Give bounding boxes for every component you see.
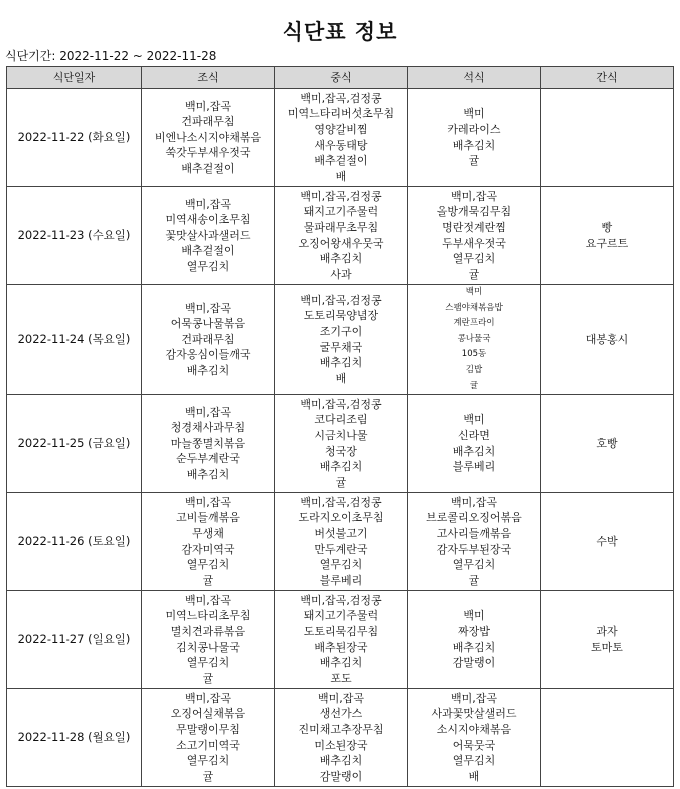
date-cell: 2022-11-24 (목요일) bbox=[7, 285, 142, 395]
header-date: 식단일자 bbox=[7, 67, 142, 89]
snack-cell bbox=[541, 689, 674, 787]
table-row bbox=[7, 187, 674, 285]
table-row bbox=[7, 395, 674, 493]
menu-item: 백미 bbox=[465, 287, 483, 297]
menu-item: 백미,잡곡 bbox=[184, 495, 231, 509]
lunch-cell bbox=[275, 89, 408, 187]
snack-cell bbox=[541, 285, 674, 395]
dinner-cell bbox=[408, 285, 541, 395]
snack-cell bbox=[541, 591, 674, 689]
breakfast-cell bbox=[142, 689, 275, 787]
menu-item: 백미,잡곡 bbox=[184, 197, 231, 211]
lunch-cell bbox=[275, 187, 408, 285]
menu-item: 돼지고기주물럭 bbox=[303, 609, 379, 623]
menu-item: 카레라이스 bbox=[447, 122, 501, 136]
menu-item: 귤 bbox=[335, 475, 347, 489]
menu-item: 짜장밥 bbox=[458, 625, 490, 639]
menu-item: 열무김치 bbox=[452, 558, 496, 572]
menu-item: 버섯불고기 bbox=[314, 527, 368, 541]
menu-item: 호빵 bbox=[596, 436, 618, 450]
menu-item: 백미,잡곡,검정콩 bbox=[300, 91, 382, 105]
menu-item: 백미 bbox=[463, 107, 485, 121]
menu-item: 소고기미역국 bbox=[176, 738, 240, 752]
meal-table-body bbox=[7, 89, 674, 787]
menu-item: 배추겉절이 bbox=[314, 154, 368, 168]
menu-item: 도라지오이초무침 bbox=[298, 511, 384, 525]
menu-item: 열무김치 bbox=[452, 754, 496, 768]
menu-item: 감말랭이 bbox=[452, 656, 496, 670]
table-row bbox=[7, 89, 674, 187]
menu-item: 배추김치 bbox=[186, 363, 230, 377]
menu-item: 배 bbox=[335, 371, 347, 385]
menu-item: 굴무채국 bbox=[319, 340, 363, 354]
menu-item: 백미,잡곡 bbox=[317, 691, 364, 705]
menu-item: 요구르트 bbox=[585, 236, 629, 250]
lunch-cell bbox=[275, 689, 408, 787]
date-cell: 2022-11-28 (월요일) bbox=[7, 689, 142, 787]
menu-item: 감자옹심이들깨국 bbox=[165, 348, 251, 362]
menu-item: 미역느타리초무침 bbox=[165, 609, 251, 623]
menu-item: 열무김치 bbox=[186, 656, 230, 670]
menu-item: 백미,잡곡 bbox=[184, 405, 231, 419]
lunch-cell bbox=[275, 493, 408, 591]
menu-item: 배 bbox=[335, 169, 347, 183]
menu-item: 시금치나물 bbox=[314, 429, 368, 443]
menu-item: 귤 bbox=[469, 380, 479, 391]
menu-item: 백미,잡곡 bbox=[184, 593, 231, 607]
menu-item: 콩나물국 bbox=[457, 333, 491, 344]
menu-item: 사과꽃맛살샐러드 bbox=[431, 707, 517, 721]
menu-item: 물파래무초무침 bbox=[303, 220, 379, 234]
menu-item: 빵 bbox=[601, 220, 613, 234]
menu-item: 배추김치 bbox=[452, 138, 496, 152]
snack-cell bbox=[541, 89, 674, 187]
menu-item: 미역느타리버섯초무침 bbox=[287, 107, 395, 121]
menu-item: 건파래무침 bbox=[181, 332, 235, 346]
lunch-cell bbox=[275, 395, 408, 493]
menu-item: 멸치견과류볶음 bbox=[170, 625, 246, 639]
menu-item: 오징어왕새우뭇국 bbox=[298, 236, 384, 250]
menu-item: 귤 bbox=[468, 154, 480, 168]
header-dinner: 석식 bbox=[408, 67, 541, 89]
menu-item: 무말랭이무침 bbox=[176, 723, 240, 737]
menu-item: 열무김치 bbox=[186, 259, 230, 273]
date-cell: 2022-11-23 (수요일) bbox=[7, 187, 142, 285]
menu-item: 돼지고기주물럭 bbox=[303, 205, 379, 219]
menu-item: 건파래무침 bbox=[181, 115, 235, 129]
menu-item: 도토리묵양념장 bbox=[303, 309, 379, 323]
menu-item: 백미,잡곡 bbox=[184, 99, 231, 113]
menu-item: 배 bbox=[468, 769, 480, 783]
menu-item: 대봉홍시 bbox=[585, 332, 629, 346]
menu-item: 미소된장국 bbox=[314, 738, 368, 752]
menu-item: 백미 bbox=[463, 609, 485, 623]
dinner-cell bbox=[408, 493, 541, 591]
menu-item: 백미,잡곡 bbox=[450, 495, 497, 509]
menu-item: 김치콩나물국 bbox=[176, 640, 240, 654]
menu-item: 미역새송이초무침 bbox=[165, 213, 251, 227]
menu-item: 어묵뭇국 bbox=[452, 738, 496, 752]
menu-item: 백미 bbox=[463, 413, 485, 427]
table-row bbox=[7, 689, 674, 787]
menu-item: 감자두부된장국 bbox=[436, 542, 512, 556]
menu-item: 배추김치 bbox=[319, 754, 363, 768]
menu-item: 소시지야채볶음 bbox=[436, 723, 512, 737]
dinner-cell bbox=[408, 591, 541, 689]
dinner-cell bbox=[408, 89, 541, 187]
dinner-cell bbox=[408, 187, 541, 285]
menu-item: 청경채사과무침 bbox=[170, 421, 246, 435]
menu-item: 열무김치 bbox=[319, 558, 363, 572]
menu-item: 블루베리 bbox=[319, 573, 363, 587]
menu-item: 백미,잡곡 bbox=[450, 691, 497, 705]
snack-cell bbox=[541, 395, 674, 493]
menu-item: 명란젓계란찜 bbox=[442, 220, 506, 234]
menu-item: 계란프라이 bbox=[453, 318, 495, 329]
date-cell: 2022-11-25 (금요일) bbox=[7, 395, 142, 493]
menu-item: 사과 bbox=[330, 267, 352, 281]
menu-item: 백미,잡곡 bbox=[450, 189, 497, 203]
menu-item: 영양갈비찜 bbox=[314, 122, 368, 136]
header-row bbox=[7, 67, 674, 89]
menu-item: 오징어실채볶음 bbox=[170, 707, 246, 721]
menu-item: 수박 bbox=[596, 534, 618, 548]
menu-item: 비엔나소시지야채볶음 bbox=[154, 130, 262, 144]
menu-item: 백미,잡곡 bbox=[184, 691, 231, 705]
menu-item: 꽃맛살사과샐러드 bbox=[165, 228, 251, 242]
meal-period: 식단기간: 2022-11-22 ~ 2022-11-28 bbox=[5, 49, 217, 63]
menu-item: 열무김치 bbox=[186, 558, 230, 572]
menu-item: 감말랭이 bbox=[319, 769, 363, 783]
menu-item: 어묵콩나물볶음 bbox=[170, 317, 246, 331]
menu-item: 백미,잡곡,검정콩 bbox=[300, 397, 382, 411]
menu-item: 토마토 bbox=[591, 640, 623, 654]
menu-item: 배추김치 bbox=[319, 656, 363, 670]
dinner-cell bbox=[408, 689, 541, 787]
menu-item: 고사리들깨볶음 bbox=[436, 527, 512, 541]
menu-item: 귤 bbox=[468, 573, 480, 587]
breakfast-cell bbox=[142, 285, 275, 395]
lunch-cell bbox=[275, 591, 408, 689]
menu-item: 배추김치 bbox=[319, 252, 363, 266]
menu-item: 신라면 bbox=[458, 429, 490, 443]
menu-item: 감자미역국 bbox=[181, 542, 235, 556]
menu-item: 백미,잡곡 bbox=[184, 301, 231, 315]
menu-item: 진미채고추장무침 bbox=[298, 723, 384, 737]
header-breakfast: 조식 bbox=[142, 67, 275, 89]
menu-item: 귤 bbox=[202, 769, 214, 783]
date-cell: 2022-11-26 (토요일) bbox=[7, 493, 142, 591]
menu-item: 포도 bbox=[330, 671, 352, 685]
menu-item: 귤 bbox=[202, 573, 214, 587]
breakfast-cell bbox=[142, 493, 275, 591]
menu-item: 열무김치 bbox=[186, 754, 230, 768]
breakfast-cell bbox=[142, 187, 275, 285]
date-cell: 2022-11-22 (화요일) bbox=[7, 89, 142, 187]
menu-item: 귤 bbox=[202, 671, 214, 685]
menu-item: 고비들깨볶음 bbox=[176, 511, 240, 525]
snack-cell bbox=[541, 493, 674, 591]
menu-item: 두부새우젓국 bbox=[442, 236, 506, 250]
breakfast-cell bbox=[142, 591, 275, 689]
menu-item: 배추김치 bbox=[186, 468, 230, 482]
menu-item: 배추김치 bbox=[319, 356, 363, 370]
menu-item: 배추겉절이 bbox=[181, 161, 235, 175]
snack-cell bbox=[541, 187, 674, 285]
menu-item: 도토리묵김무침 bbox=[303, 625, 379, 639]
menu-item: 백미,잡곡,검정콩 bbox=[300, 189, 382, 203]
table-row bbox=[7, 285, 674, 395]
meal-table bbox=[6, 66, 674, 787]
lunch-cell bbox=[275, 285, 408, 395]
table-row bbox=[7, 591, 674, 689]
menu-item: 배추김치 bbox=[319, 460, 363, 474]
menu-item: 무생채 bbox=[192, 527, 224, 541]
menu-item: 배추김치 bbox=[452, 444, 496, 458]
menu-item: 백미,잡곡,검정콩 bbox=[300, 495, 382, 509]
breakfast-cell bbox=[142, 89, 275, 187]
menu-item: 배추겉절이 bbox=[181, 244, 235, 258]
menu-item: 올방개묵김무침 bbox=[436, 205, 512, 219]
menu-item: 블루베리 bbox=[452, 460, 496, 474]
menu-item: 105동 bbox=[461, 349, 487, 360]
menu-item: 쑥갓두부새우젓국 bbox=[165, 146, 251, 160]
menu-item: 스팸야채볶음밥 bbox=[445, 302, 503, 313]
menu-item: 열무김치 bbox=[452, 252, 496, 266]
menu-item: 새우동태탕 bbox=[314, 138, 368, 152]
breakfast-cell bbox=[142, 395, 275, 493]
menu-item: 코다리조림 bbox=[314, 413, 368, 427]
menu-item: 생선가스 bbox=[319, 707, 363, 721]
menu-item: 브로콜리오징어볶음 bbox=[426, 511, 522, 525]
menu-item: 청국장 bbox=[325, 444, 357, 458]
table-row bbox=[7, 493, 674, 591]
menu-item: 과자 bbox=[596, 625, 618, 639]
menu-item: 순두부계란국 bbox=[176, 452, 240, 466]
date-cell: 2022-11-27 (일요일) bbox=[7, 591, 142, 689]
menu-item: 만두계란국 bbox=[314, 542, 368, 556]
menu-item: 김밥 bbox=[465, 364, 483, 375]
header-lunch: 중식 bbox=[275, 67, 408, 89]
menu-item: 배추김치 bbox=[452, 640, 496, 654]
dinner-cell bbox=[408, 395, 541, 493]
menu-item: 마늘쫑멸치볶음 bbox=[170, 436, 246, 450]
menu-item: 귤 bbox=[468, 267, 480, 281]
menu-item: 백미,잡곡,검정콩 bbox=[300, 293, 382, 307]
menu-item: 백미,잡곡,검정콩 bbox=[300, 593, 382, 607]
header-snack: 간식 bbox=[541, 67, 674, 89]
menu-item: 조기구이 bbox=[319, 324, 363, 338]
page-title: 식단표 정보 bbox=[282, 20, 398, 44]
menu-item: 배추된장국 bbox=[314, 640, 368, 654]
